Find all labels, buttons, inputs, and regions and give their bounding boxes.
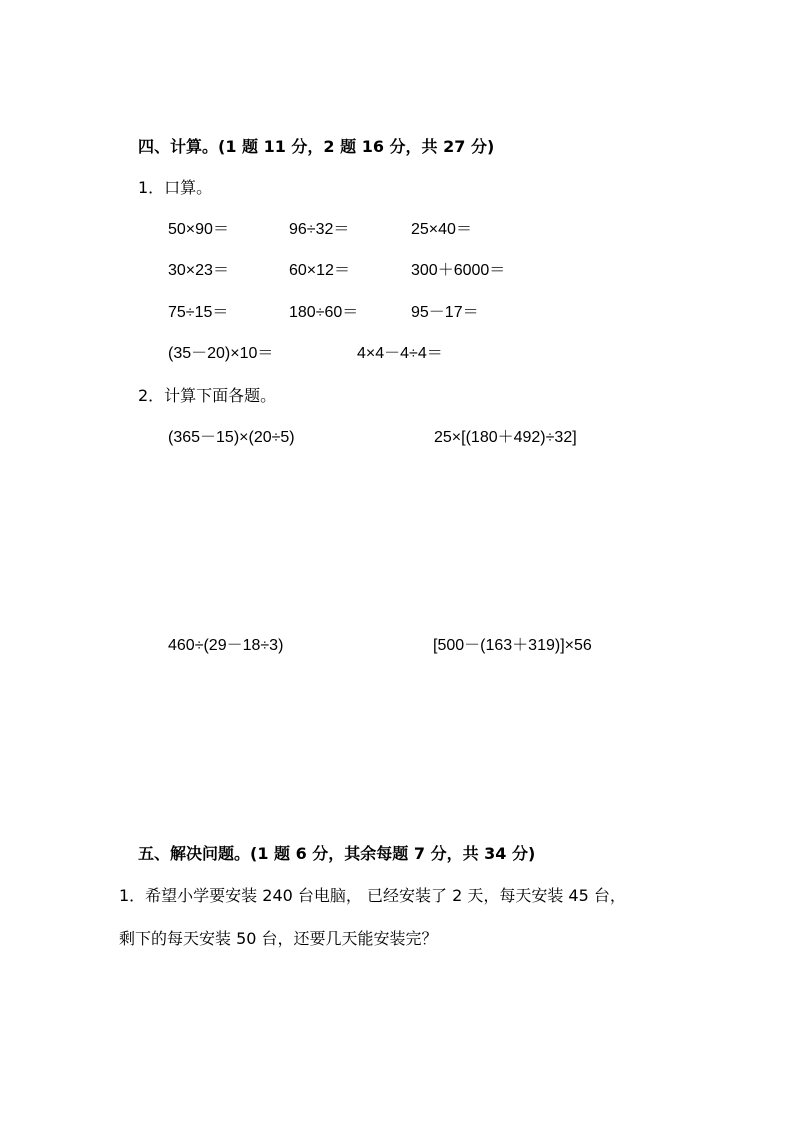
calculation-problem: 460÷(29－18÷3) xyxy=(168,637,284,654)
oral-calc-item: 96÷32＝ xyxy=(289,221,350,238)
oral-calc-item: 30×23＝ xyxy=(168,262,229,279)
calculation-problem: (365－15)×(20÷5) xyxy=(168,429,295,446)
oral-calc-item: 25×40＝ xyxy=(411,221,472,238)
oral-calc-item: 4×4－4÷4＝ xyxy=(357,345,443,362)
word-problem-line: 剩下的每天安装 50 台，还要几天能安装完？ xyxy=(119,929,438,948)
calculation-problem: 25×[(180＋492)÷32] xyxy=(434,429,577,446)
section-5-heading: 五、解决问题。(1 题 6 分，其余每题 7 分，共 34 分) xyxy=(138,844,536,863)
oral-calc-item: 300＋6000＝ xyxy=(411,262,506,279)
question-2-label: 2．计算下面各题。 xyxy=(138,386,277,405)
oral-calc-item: 95－17＝ xyxy=(411,304,479,321)
question-1-label: 1．口算。 xyxy=(138,178,213,197)
word-problem-line: 1．希望小学要安装 240 台电脑， 已经安装了 2 天，每天安装 45 台， xyxy=(119,886,626,905)
oral-calc-item: 60×12＝ xyxy=(289,262,350,279)
calculation-problem: [500－(163＋319)]×56 xyxy=(433,637,592,654)
oral-calc-item: 180÷60＝ xyxy=(289,304,359,321)
oral-calc-item: 75÷15＝ xyxy=(168,304,229,321)
oral-calc-item: 50×90＝ xyxy=(168,221,229,238)
section-4-heading: 四、计算。(1 题 11 分，2 题 16 分，共 27 分) xyxy=(138,137,495,156)
oral-calc-item: (35－20)×10＝ xyxy=(168,345,274,362)
